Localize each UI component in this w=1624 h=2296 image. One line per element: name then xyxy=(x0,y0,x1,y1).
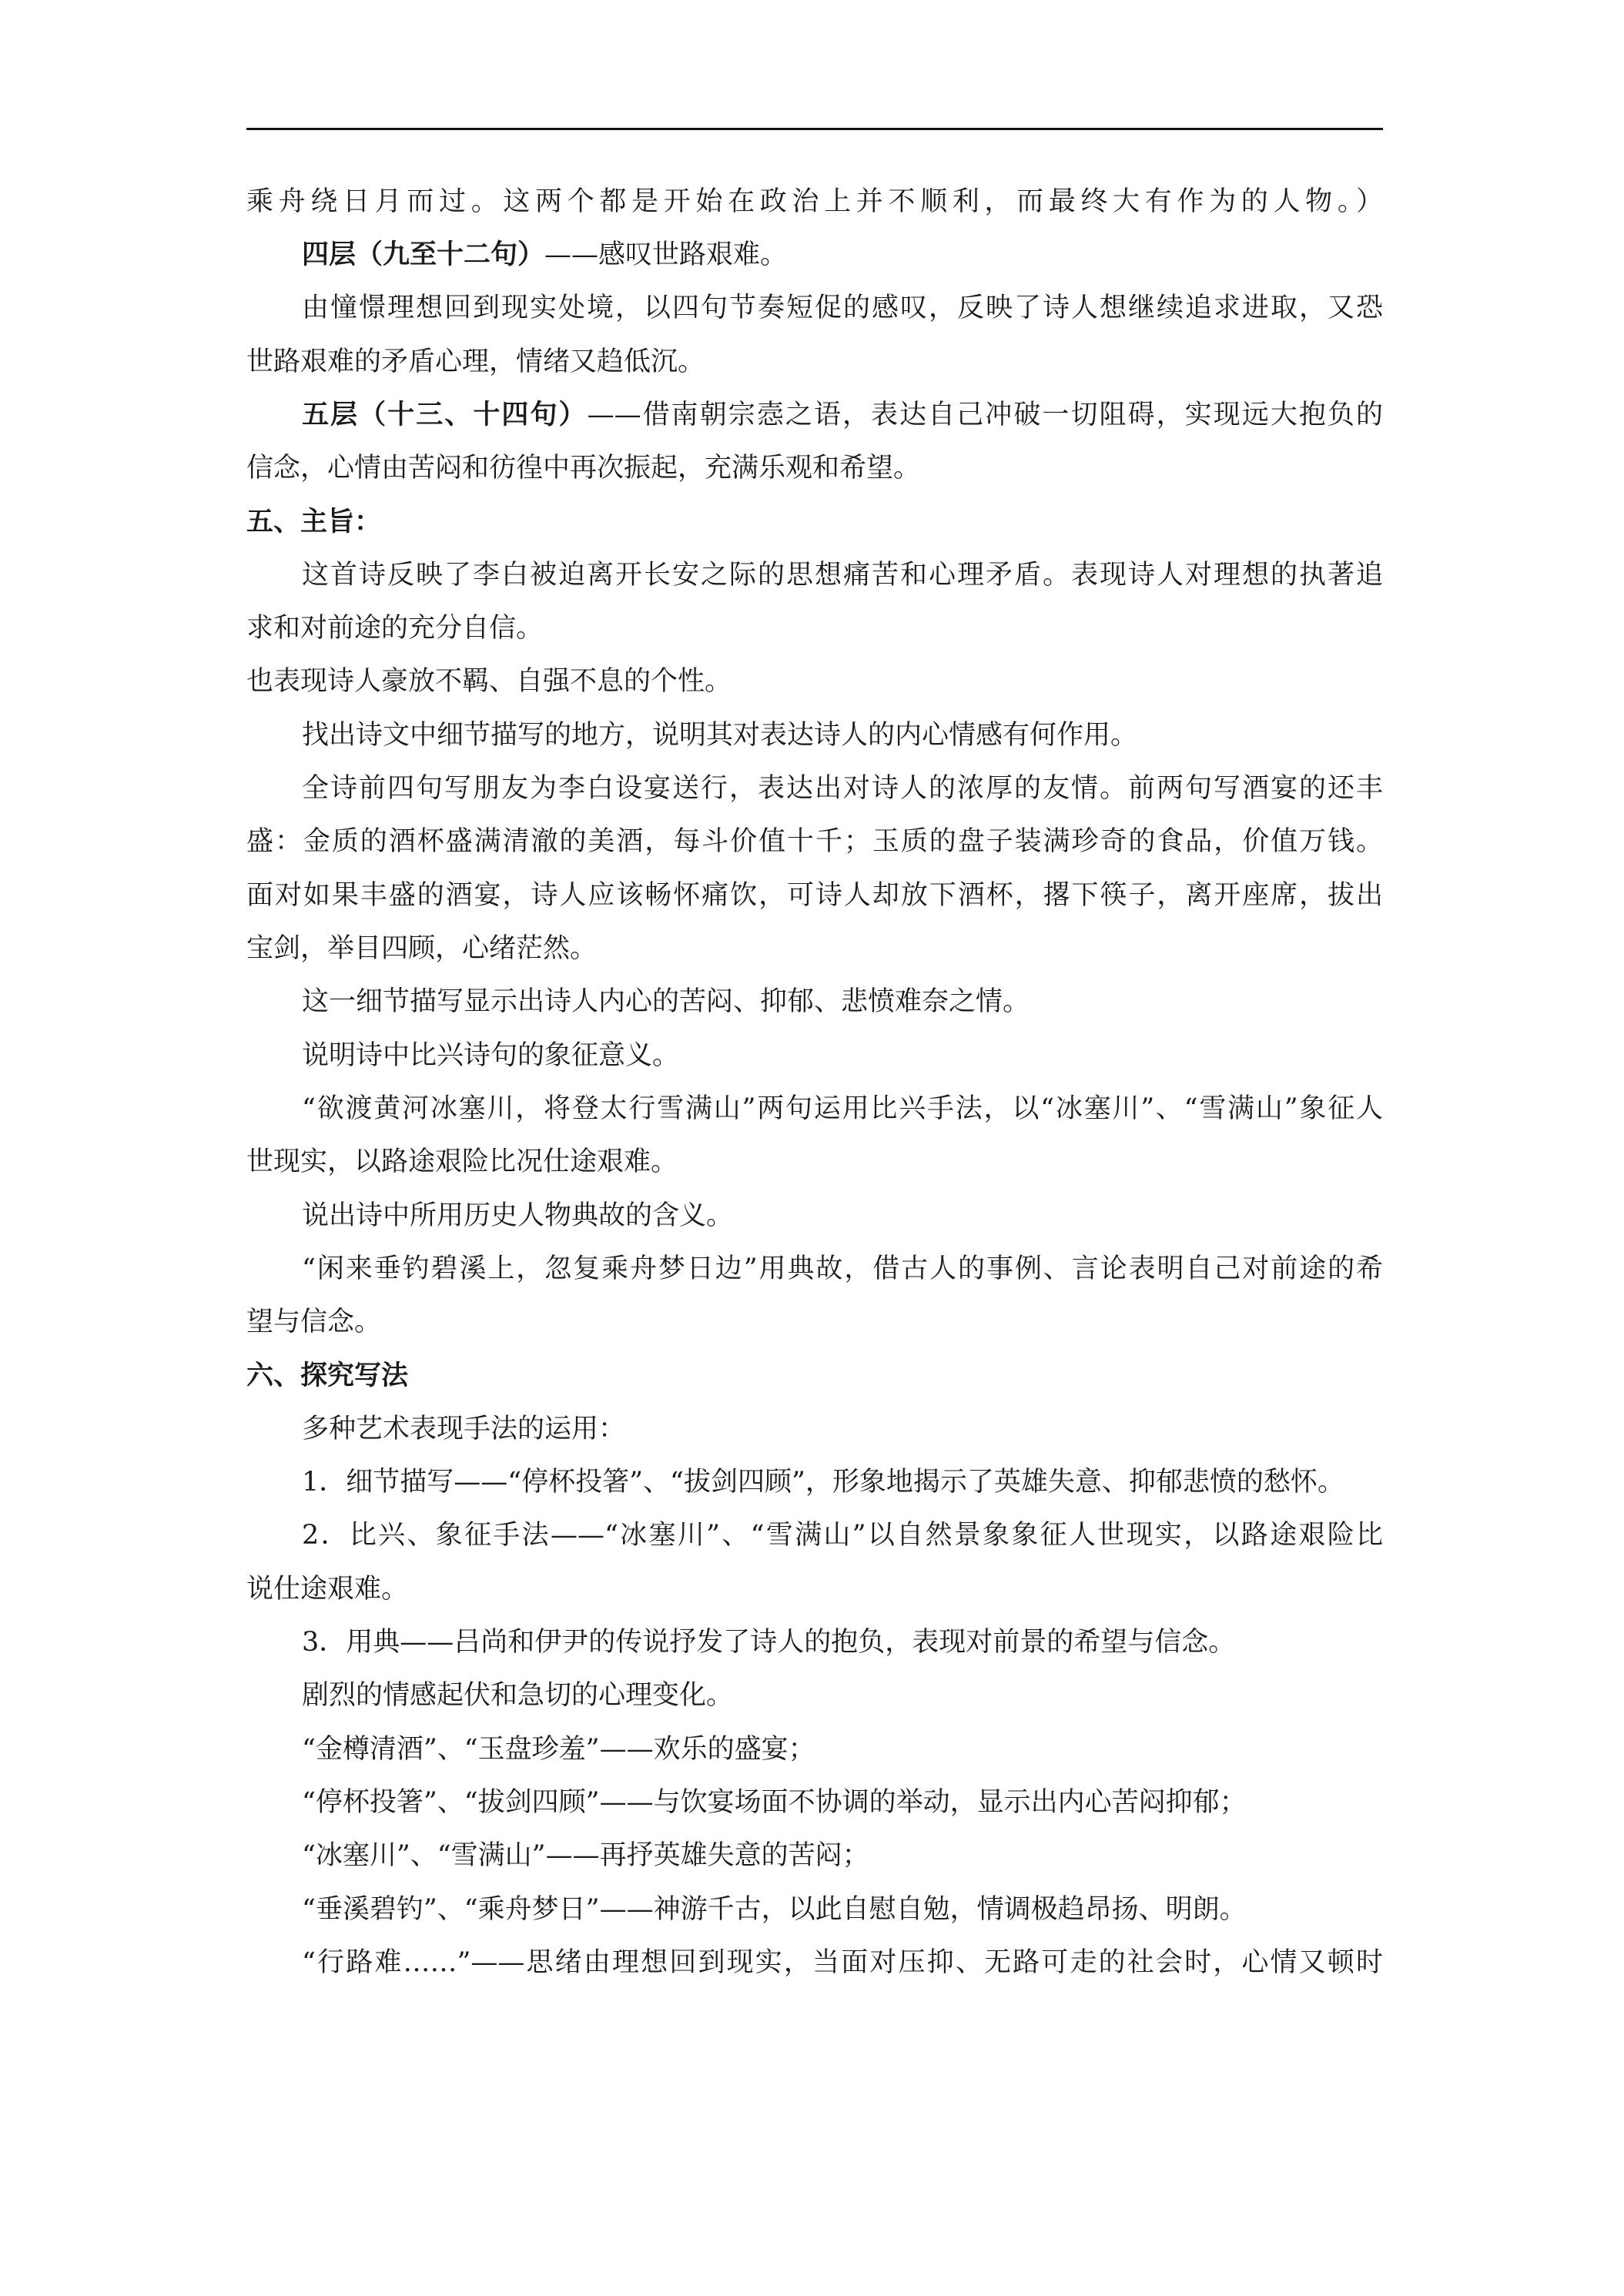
question-line: 说明诗中比兴诗句的象征意义。 xyxy=(302,1040,680,1071)
question-line: 说出诗中所用历史人物典故的含义。 xyxy=(302,1200,734,1231)
list-item: 3．用典——吕尚和伊尹的传说抒发了诗人的抱负，表现对前景的希望与信念。 xyxy=(302,1627,1236,1658)
paragraph-line: 也表现诗人豪放不羁、自强不息的个性。 xyxy=(246,666,732,697)
paragraph-line: “垂溪碧钓”、“乘舟梦日”——神游千古，以此自慰自勉，情调极趋昂扬、明朗。 xyxy=(302,1894,1247,1925)
paragraph-line: “欲渡黄河冰塞川，将登太行雪满山”两句运用比兴手法，以“冰塞川”、“雪满山”象征人 xyxy=(302,1093,1383,1124)
paragraph-line: 求和对前途的充分自信。 xyxy=(246,613,544,644)
list-item-continuation: 说仕途艰难。 xyxy=(246,1574,409,1605)
layer-four-heading: 四层（九至十二句）——感叹世路艰难。 xyxy=(302,239,788,270)
header-rule xyxy=(246,128,1383,130)
paragraph-line: 世路艰难的矛盾心理，情绪又趋低沉。 xyxy=(246,346,705,377)
paragraph-line: 多种艺术表现手法的运用： xyxy=(302,1414,626,1444)
section-heading-technique: 六、探究写法 xyxy=(246,1360,409,1391)
paragraph-line: 全诗前四句写朋友为李白设宴送行，表达出对诗人的浓厚的友情。前两句写酒宴的还丰 xyxy=(302,773,1383,804)
paragraph-line: “金樽清酒”、“玉盘珍羞”——欢乐的盛宴； xyxy=(302,1734,815,1765)
paragraph-line: 乘舟绕日月而过。这两个都是开始在政治上并不顺利，而最终大有作为的人物。） xyxy=(246,186,1383,217)
question-line: 找出诗文中细节描写的地方，说明其对表达诗人的内心情感有何作用。 xyxy=(302,720,1138,751)
list-item: 1．细节描写——“停杯投箸”、“拔剑四顾”，形象地揭示了英雄失意、抑郁悲愤的愁怀。 xyxy=(302,1467,1344,1498)
layer-label: 四层（九至十二句） xyxy=(302,239,545,270)
paragraph-line: 世现实，以路途艰险比况仕途艰难。 xyxy=(246,1146,678,1177)
paragraph-line: “闲来垂钓碧溪上，忽复乘舟梦日边”用典故，借古人的事例、言论表明自己对前途的希 xyxy=(302,1253,1383,1284)
paragraph-line: 盛：金质的酒杯盛满清澈的美酒，每斗价值十千；玉质的盘子装满珍奇的食品，价值万钱。 xyxy=(246,826,1383,857)
paragraph-line: “行路难……”——思绪由理想回到现实，当面对压抑、无路可走的社会时，心情又顿时 xyxy=(302,1947,1383,1978)
layer-label: 五层（十三、十四句） xyxy=(302,399,588,430)
paragraph-line: 剧烈的情感起伏和急切的心理变化。 xyxy=(302,1680,734,1711)
paragraph-line: 信念，心情由苦闷和彷徨中再次振起，充满乐观和希望。 xyxy=(246,453,921,484)
paragraph-line: 望与信念。 xyxy=(246,1307,382,1337)
paragraph-line: 由憧憬理想回到现实处境，以四句节奏短促的感叹，反映了诗人想继续追求进取，又恐 xyxy=(302,293,1383,323)
paragraph-line: “冰塞川”、“雪满山”——再抒英雄失意的苦闷； xyxy=(302,1840,869,1871)
section-heading-theme: 五、主旨： xyxy=(246,506,382,537)
paragraph-line: “停杯投箸”、“拔剑四顾”——与饮宴场面不协调的举动，显示出内心苦闷抑郁； xyxy=(302,1787,1247,1818)
list-item: 2．比兴、象征手法——“冰塞川”、“雪满山”以自然景象象征人世现实，以路途艰险比 xyxy=(302,1520,1383,1551)
paragraph-line: 宝剑，举目四顾，心绪茫然。 xyxy=(246,933,598,964)
paragraph-line: 面对如果丰盛的酒宴，诗人应该畅怀痛饮，可诗人却放下酒杯，撂下筷子，离开座席，拔出 xyxy=(246,880,1383,911)
layer-five-heading: 五层（十三、十四句）——借南朝宗悫之语，表达自己冲破一切阻碍，实现远大抱负的 xyxy=(302,399,1383,430)
paragraph-line: 这首诗反映了李白被迫离开长安之际的思想痛苦和心理矛盾。表现诗人对理想的执著追 xyxy=(302,560,1383,591)
paragraph-line: 这一细节描写显示出诗人内心的苦闷、抑郁、悲愤难奈之情。 xyxy=(302,986,1030,1017)
